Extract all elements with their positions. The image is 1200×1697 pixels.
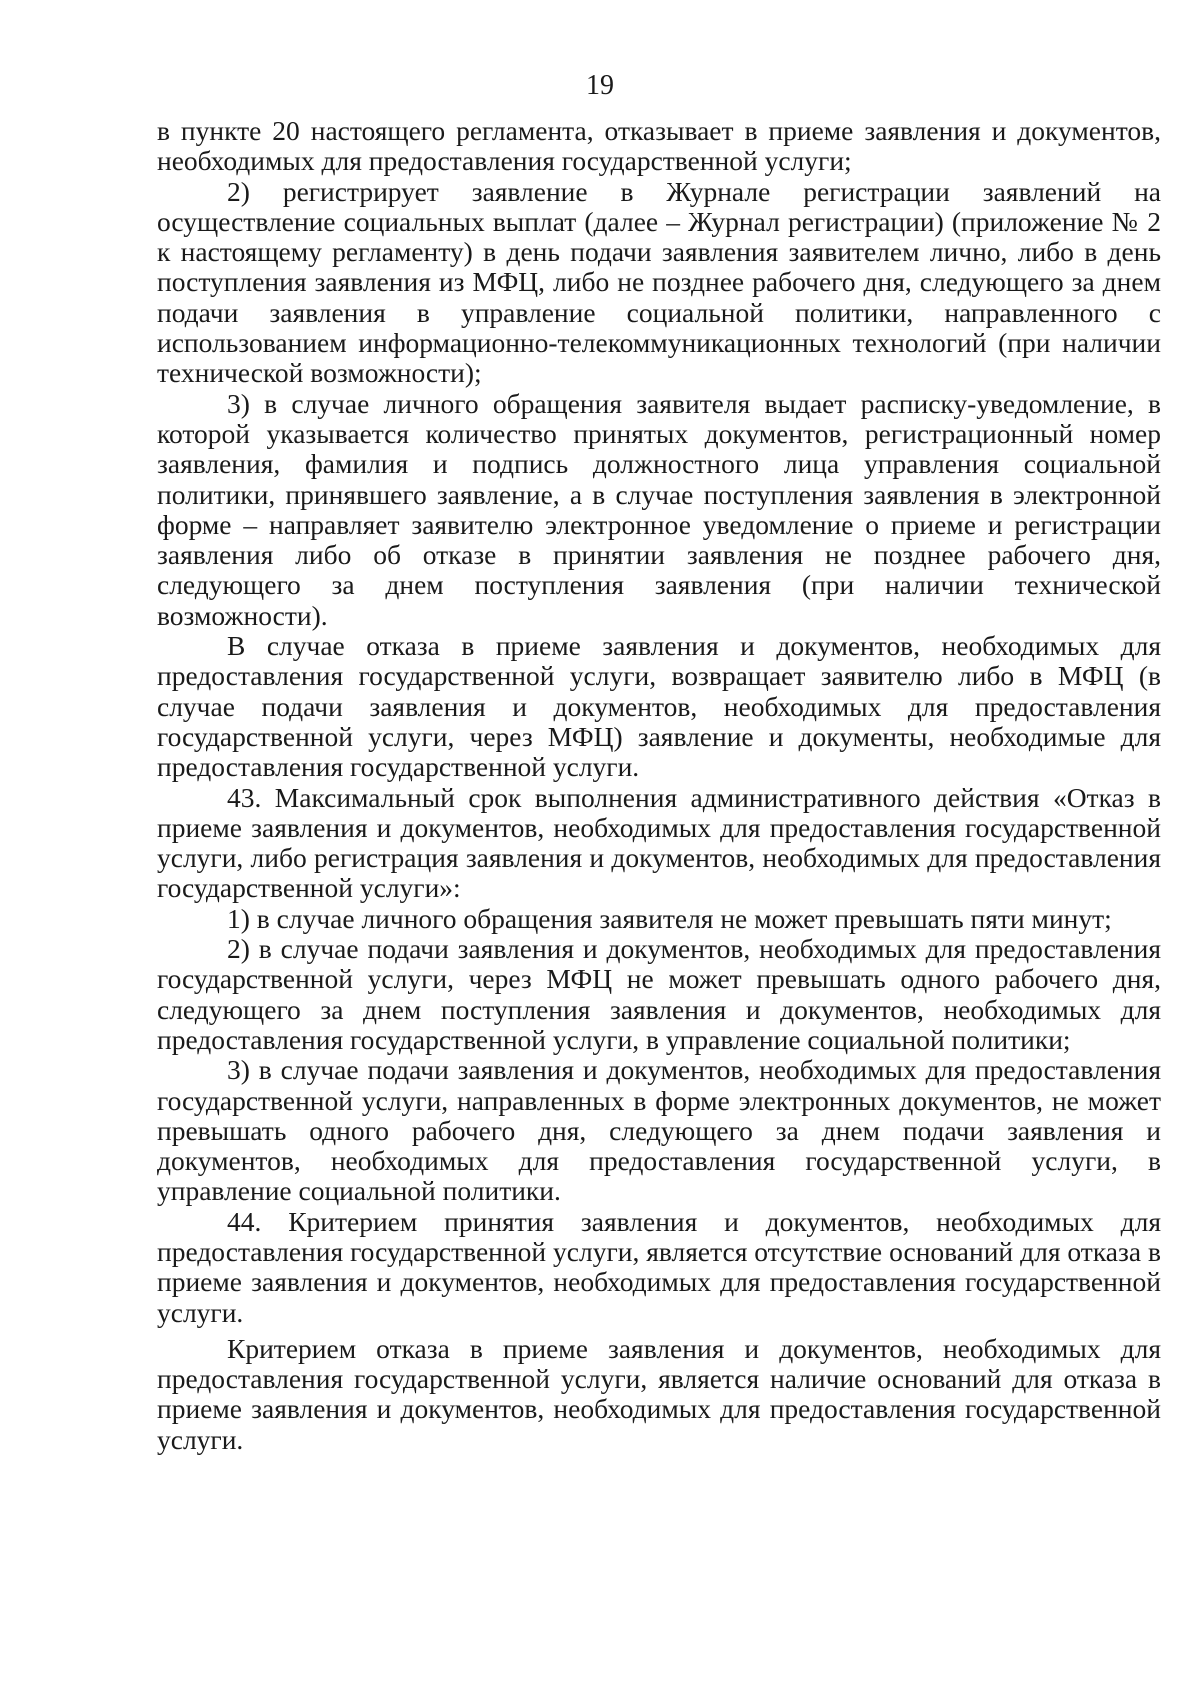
paragraph-44-acceptance-criterion: 44. Критерием принятия заявления и документов, необходимых для предоставления государственной услуги, является отсутствие оснований для отказа в приеме заявления и документов, необходимых для предоставления государственной услуги. [157, 1205, 1161, 1328]
paragraph-43-item-1: 1) в случае личного обращения заявителя не может превышать пяти минут; [227, 902, 1112, 934]
document-body [157, 116, 1161, 1455]
paragraph-refusal-criterion: Критерием отказа в приеме заявления и документов, необходимых для предоставления государственной услуги, является наличие оснований для отказа в приеме заявления и документов, необходимых для предоставления государственной услуги. [157, 1332, 1161, 1455]
paragraph-continuation: в пункте 20 настоящего регламента, отказывает в приеме заявления и документов, необходимых для предоставления государственной услуги; [157, 115, 1161, 177]
paragraph-item-2-registration: 2) регистрирует заявление в Журнале регистрации заявлений на осуществление социальных выплат (далее – Журнал регистрации) (приложение № 2 к настоящему регламенту) в день подачи заявления заявителем лично, либо в день поступления заявления из МФЦ, либо не позднее рабочего дня, следующего за днем подачи заявления в управление социальной политики, направленного с использованием информационно-телекоммуникационных технологий (при наличии технической возможности); [157, 175, 1161, 389]
paragraph-43-max-term: 43. Максимальный срок выполнения административного действия «Отказ в приеме заявления и документов, необходимых для предоставления государственной услуги, либо регистрация заявления и документов, необходимых для предоставления государственной услуги»: [157, 781, 1161, 904]
paragraph-43-item-2: 2) в случае подачи заявления и документов, необходимых для предоставления государственной услуги, через МФЦ не может превышать одного рабочего дня, следующего за днем поступления заявления и документов, необходимых для предоставления государственной услуги, в управление социальной политики; [157, 933, 1161, 1055]
page-number: 19 [586, 70, 614, 101]
paragraph-refusal-return: В случае отказа в приеме заявления и документов, необходимых для предоставления государственной услуги, возвращает заявителю либо в МФЦ (в случае подачи заявления и документов, необходимых для предоставления государственной услуги, через МФЦ) заявление и документы, необходимые для предоставления государственной услуги. [157, 630, 1161, 783]
paragraph-item-3-receipt: 3) в случае личного обращения заявителя выдает расписку-уведомление, в которой указывается количество принятых документов, регистрационный номер заявления, фамилия и подпись должностного лица управления социальной политики, принявшего заявление, а в случае поступления заявления в электронной форме – направляет заявителю электронное уведомление о приеме и регистрации заявления либо об отказе в принятии заявления не позднее рабочего дня, следующего за днем поступления заявления (при наличии технической возможности). [157, 387, 1161, 631]
paragraph-43-item-3: 3) в случае подачи заявления и документов, необходимых для предоставления государственной услуги, направленных в форме электронных документов, не может превышать одного рабочего дня, следующего за днем подачи заявления и документов, необходимых для предоставления государственной услуги, в управление социальной политики. [157, 1054, 1161, 1207]
